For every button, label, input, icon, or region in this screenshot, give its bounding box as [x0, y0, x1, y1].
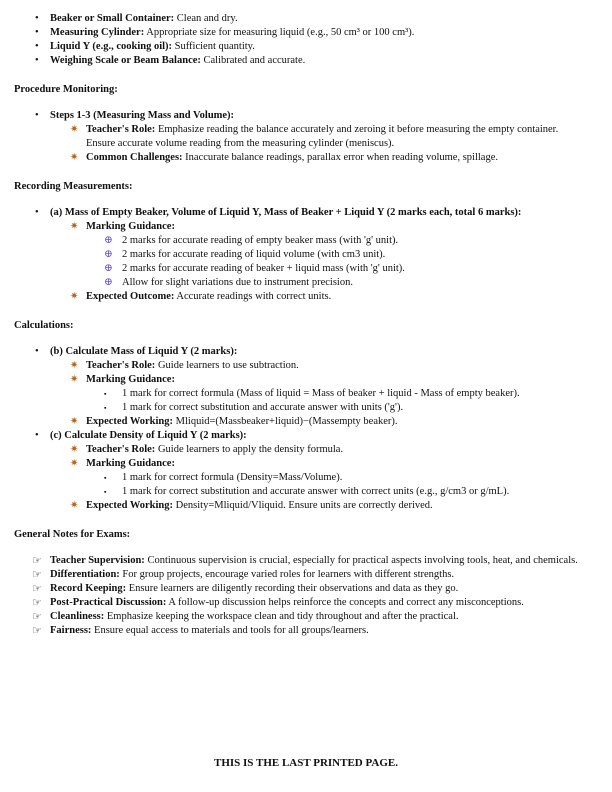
item-text	[50, 109, 580, 123]
item-text	[86, 499, 585, 513]
item-label: Teacher Supervision:	[50, 555, 145, 566]
item-text	[50, 345, 580, 359]
item-description: Ensure learners are diligently recording their observations and data as they go.	[126, 583, 459, 594]
item-text: 2 marks for accurate reading of empty beaker mass (with 'g' unit).	[122, 235, 399, 246]
item-text: 1 mark for correct formula (Density=Mass/Volume).	[122, 472, 343, 483]
item-label: Post-Practical Discussion:	[50, 597, 167, 608]
section-heading: Recording Measurements:	[14, 181, 133, 192]
item-description: Clean and dry.	[174, 13, 238, 24]
item-text	[86, 373, 585, 387]
crosshair-bullet-icon: ⊕	[104, 277, 113, 288]
item-text	[86, 123, 585, 151]
list-item	[0, 359, 585, 373]
list-item	[0, 109, 580, 123]
list-item	[0, 40, 580, 54]
item-label: Steps 1-3 (Measuring Mass and Volume):	[50, 110, 235, 121]
item-label: Marking Guidance:	[86, 221, 175, 232]
star-bullet-icon: ✷	[70, 444, 79, 455]
list-item	[0, 457, 585, 471]
list-item	[0, 568, 582, 582]
item-description: Emphasize reading the balance accurately and zeroing it before measuring the empty container. Ensure accurate volume reading from the measuring cylinder (meniscus).	[86, 124, 559, 149]
star-bullet-icon: ✷	[70, 291, 79, 302]
pointing-hand-icon: ☞	[32, 583, 42, 595]
star-bullet-icon: ✷	[70, 416, 79, 427]
item-text: 1 mark for correct formula (Mass of liquid = Mass of beaker + liquid - Mass of empty beaker).	[122, 388, 520, 399]
crosshair-bullet-icon: ⊕	[104, 263, 113, 274]
section-heading: Procedure Monitoring:	[14, 84, 118, 95]
pointing-hand-icon: ☞	[32, 625, 42, 637]
list-item	[0, 429, 580, 443]
item-label: Record Keeping:	[50, 583, 127, 594]
item-text	[86, 359, 585, 373]
section	[0, 83, 612, 165]
pointing-hand-icon: ☞	[32, 569, 42, 581]
bullet-icon: •	[35, 346, 39, 357]
last-page-notice: THIS IS THE LAST PRINTED PAGE.	[213, 757, 398, 769]
item-description: Continuous supervision is crucial, especially for practical aspects involving tools, heat, and chemicals.	[144, 555, 578, 566]
item-description: Appropriate size for measuring liquid (e.g., 50 cm³ or 100 cm³).	[144, 27, 415, 38]
square-bullet-icon: ▪	[104, 474, 107, 482]
star-bullet-icon: ✷	[70, 374, 79, 385]
item-text	[50, 12, 580, 26]
list-item	[0, 624, 582, 638]
item-text	[86, 220, 585, 234]
item-description: Guide learners to use subtraction.	[155, 360, 299, 371]
item-label: Expected Outcome:	[86, 291, 175, 302]
item-label: (a) Mass of Empty Beaker, Volume of Liquid Y, Mass of Beaker + Liquid Y (2 marks each, total 6 marks):	[50, 207, 522, 218]
pointing-hand-icon: ☞	[32, 597, 42, 609]
list-item	[0, 151, 585, 165]
bullet-icon: •	[35, 13, 39, 24]
list-item	[0, 415, 585, 429]
star-bullet-icon: ✷	[70, 458, 79, 469]
item-description: A follow-up discussion helps reinforce the concepts and correct any misconceptions.	[166, 597, 524, 608]
item-label: Teacher's Role:	[86, 360, 156, 371]
list-item	[0, 401, 586, 415]
list-item	[0, 387, 586, 401]
item-description: Inaccurate balance readings, parallax error when reading volume, spillage.	[182, 152, 498, 163]
item-label: Teacher's Role:	[86, 444, 156, 455]
item-label: Teacher's Role:	[86, 124, 156, 135]
item-label: Marking Guidance:	[86, 374, 175, 385]
list-item	[0, 234, 586, 248]
section	[0, 180, 612, 304]
section	[0, 319, 612, 513]
item-description: Calibrated and accurate.	[200, 55, 306, 66]
list-item	[0, 471, 586, 485]
list-item	[0, 499, 585, 513]
item-description: Density=Mliquid/Vliquid. Ensure units are correctly derived.	[173, 500, 433, 511]
item-description: Guide learners to apply the density formula.	[155, 444, 344, 455]
item-text: 1 mark for correct substitution and accurate answer with units ('g').	[122, 402, 404, 413]
section-heading: General Notes for Exams:	[14, 529, 131, 540]
list-item	[0, 610, 582, 624]
item-label: (b) Calculate Mass of Liquid Y (2 marks):	[50, 346, 238, 357]
section-heading: Calculations:	[14, 320, 74, 331]
item-label: Differentiation:	[50, 569, 120, 580]
item-text	[50, 206, 580, 220]
item-text	[86, 415, 585, 429]
star-bullet-icon: ✷	[70, 124, 79, 135]
item-text	[50, 596, 582, 610]
list-item	[0, 554, 582, 568]
item-text	[50, 54, 580, 68]
item-label: Expected Working:	[86, 500, 174, 511]
pointing-hand-icon: ☞	[32, 555, 42, 567]
bullet-icon: •	[35, 41, 39, 52]
list-item	[0, 262, 586, 276]
item-text: 2 marks for accurate reading of beaker + liquid mass (with 'g' unit).	[122, 263, 405, 274]
item-label: Beaker or Small Container:	[50, 13, 175, 24]
list-item	[0, 345, 580, 359]
item-description: Sufficient quantity.	[172, 41, 255, 52]
crosshair-bullet-icon: ⊕	[104, 235, 113, 246]
star-bullet-icon: ✷	[70, 500, 79, 511]
item-text	[50, 624, 582, 638]
item-text	[50, 429, 580, 443]
list-item	[0, 206, 580, 220]
item-label: (c) Calculate Density of Liquid Y (2 marks):	[50, 430, 247, 441]
item-label: Common Challenges:	[86, 152, 183, 163]
list-item	[0, 596, 582, 610]
item-text	[50, 610, 582, 624]
list-item	[0, 220, 585, 234]
item-label: Liquid Y (e.g., cooking oil):	[50, 41, 173, 52]
item-text	[50, 582, 582, 596]
star-bullet-icon: ✷	[70, 360, 79, 371]
document-body	[0, 12, 612, 638]
square-bullet-icon: ▪	[104, 404, 107, 412]
item-description: Mliquid=(Massbeaker+liquid)−(Massempty beaker).	[173, 416, 398, 427]
bullet-icon: •	[35, 207, 39, 218]
list-item	[0, 485, 586, 499]
section	[0, 12, 612, 68]
bullet-icon: •	[35, 55, 39, 66]
list-item	[0, 582, 582, 596]
section	[0, 528, 612, 638]
item-text	[86, 290, 585, 304]
list-item	[0, 290, 585, 304]
item-text	[50, 554, 582, 568]
list-item	[0, 248, 586, 262]
crosshair-bullet-icon: ⊕	[104, 249, 113, 260]
item-text	[86, 151, 585, 165]
item-label: Expected Working:	[86, 416, 174, 427]
item-label: Measuring Cylinder:	[50, 27, 145, 38]
bullet-icon: •	[35, 110, 39, 121]
item-text	[50, 40, 580, 54]
square-bullet-icon: ▪	[104, 390, 107, 398]
item-description: Accurate readings with correct units.	[174, 291, 332, 302]
item-text	[50, 26, 580, 40]
item-text: 2 marks for accurate reading of liquid volume (with cm3 unit).	[122, 249, 386, 260]
star-bullet-icon: ✷	[70, 152, 79, 163]
item-label: Weighing Scale or Beam Balance:	[50, 55, 201, 66]
list-item	[0, 12, 580, 26]
item-label: Fairness:	[50, 625, 92, 636]
item-text: 1 mark for correct substitution and accurate answer with correct units (e.g., g/cm3 or g/mL).	[122, 486, 510, 497]
item-label: Marking Guidance:	[86, 458, 175, 469]
item-description: Emphasize keeping the workspace clean and tidy throughout and after the practical.	[104, 611, 459, 622]
item-text	[86, 443, 585, 457]
pointing-hand-icon: ☞	[32, 611, 42, 623]
list-item	[0, 373, 585, 387]
bullet-icon: •	[35, 430, 39, 441]
bullet-icon: •	[35, 27, 39, 38]
list-item	[0, 276, 586, 290]
item-text: Allow for slight variations due to instrument precision.	[122, 277, 353, 288]
item-text	[50, 568, 582, 582]
list-item	[0, 26, 580, 40]
item-text	[86, 457, 585, 471]
star-bullet-icon: ✷	[70, 221, 79, 232]
list-item	[0, 123, 585, 151]
item-label: Cleanliness:	[50, 611, 105, 622]
square-bullet-icon: ▪	[104, 488, 107, 496]
item-description: Ensure equal access to materials and tools for all groups/learners.	[91, 625, 369, 636]
item-description: For group projects, encourage varied roles for learners with different strengths.	[119, 569, 455, 580]
list-item	[0, 54, 580, 68]
list-item	[0, 443, 585, 457]
